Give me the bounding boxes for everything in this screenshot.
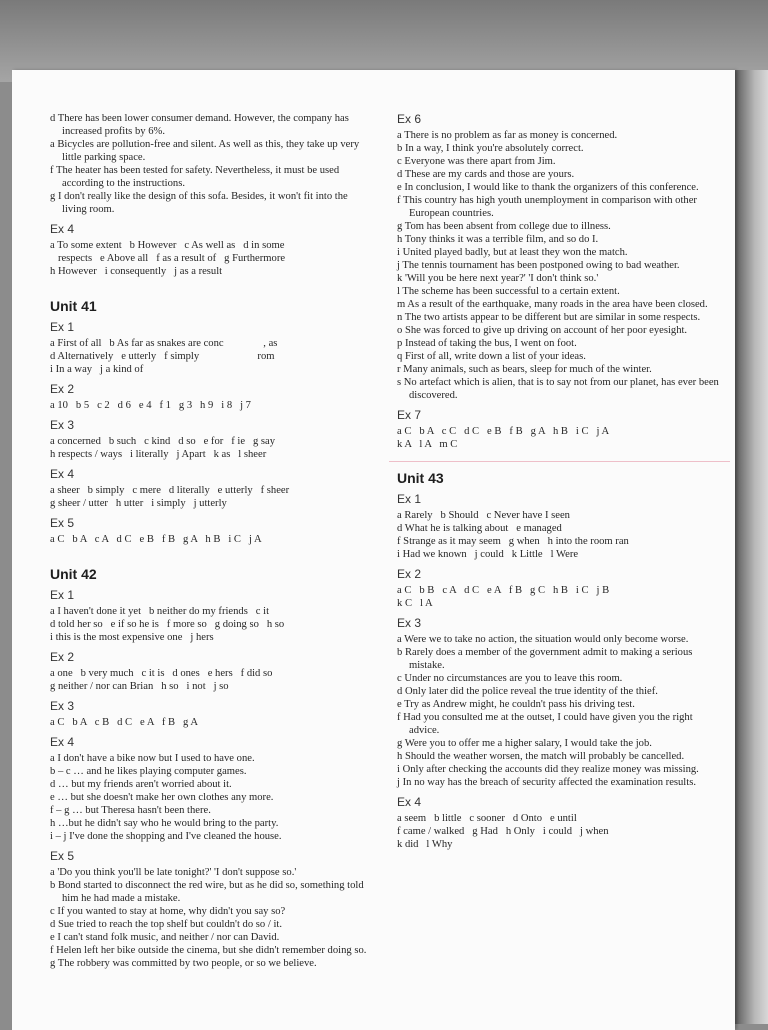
answer-item: f Helen left her bike outside the cinema, but she didn't remember doing so. [50,945,367,956]
right-column [397,112,722,851]
answer-line: i Had we known j could k Little l Were [397,549,579,560]
answer-line: g neither / nor can Brian h so i not j so [50,681,229,692]
answer-item: e … but she doesn't make her own clothes any more. [50,792,274,803]
book-spine-shadow [735,70,768,1024]
answer-item: p Instead of taking the bus, I went on foot. [397,338,577,349]
answer-line: a 10 b 5 c 2 d 6 e 4 f 1 g 3 h 9 i 8 j 7 [50,400,251,411]
unit40-continued [50,112,368,278]
exercise-heading: Ex 3 [50,418,75,432]
answer-item: d Only later did the police reveal the true identity of the thief. [397,686,658,697]
exercise-heading: Ex 5 [50,516,75,530]
exercise-heading: Ex 4 [397,795,422,809]
answer-line: a C b A c A d C e B f B g A h B i C j A [50,534,262,545]
exercise-heading: Ex 3 [397,616,422,630]
answer-item: o She was forced to give up driving on account of her poor eyesight. [397,325,688,336]
answer-line: a seem b little c sooner d Onto e until [397,813,577,824]
answer-item: h Should the weather worsen, the match will probably be cancelled. [397,751,685,762]
answer-line: a C b B c A d C e A f B g C h B i C j B [397,585,610,596]
answer-line: a one b very much c it is d ones e hers f did so [50,668,273,679]
exercise-heading: Ex 5 [50,849,75,863]
answer-item: g Were you to offer me a higher salary, I would take the job. [397,738,652,749]
unit-heading: Unit 42 [50,566,97,582]
exercise-heading: Ex 1 [397,492,422,506]
answer-item: q First of all, write down a list of your ideas. [397,351,586,362]
answer-line: f Strange as it may seem g when h into the room ran [397,536,629,547]
answer-item: n The two artists appear to be different but are similar in some respects. [397,312,701,323]
answer-item: m As a result of the earthquake, many roads in the area have been closed. [397,299,708,310]
answer-item: e In conclusion, I would like to thank the organizers of this conference. [397,182,699,193]
answer-item: b Bond started to disconnect the red wire, but as he did so, something told him he had made a mistake. [50,880,364,904]
answer-item: j In no way has the breach of security affected the examination results. [397,777,696,788]
answer-line: h However i consequently j as a result [50,266,223,277]
answer-item: g I don't really like the design of this sofa. Besides, it won't fit into the living room. [50,191,348,215]
answer-item: f The heater has been tested for safety. Nevertheless, it must be used according to the instructions. [50,165,340,189]
answer-item: c Under no circumstances are you to leave this room. [397,673,623,684]
answer-item: b In a way, I think you're absolutely correct. [397,143,584,154]
answer-item: h …but he didn't say who he would bring to the party. [50,818,279,829]
answer-line: a concerned b such c kind d so e for f ie g say [50,436,276,447]
answer-item: e I can't stand folk music, and neither / nor can David. [50,932,280,943]
answer-item: a I don't have a bike now but I used to have one. [50,753,255,764]
exercise-heading: Ex 7 [397,408,422,422]
answer-line: d Alternatively e utterly f simply rom [50,351,275,362]
answer-line: f came / walked g Had h Only i could j when [397,826,609,837]
answer-item: d There has been lower consumer demand. However, the company has increased profits by 6%. [50,113,349,137]
unit41-ex6-section [397,112,722,451]
answer-line: i this is the most expensive one j hers [50,632,214,643]
answer-line: a C b A c C d C e B f B g A h B i C j A [397,426,610,437]
answer-item: i United played badly, but at least they won the match. [397,247,628,258]
answer-item: b – c … and he likes playing computer games. [50,766,247,777]
answer-line: i In a way j a kind of [50,364,144,375]
answer-item: c Everyone was there apart from Jim. [397,156,556,167]
answer-item: c If you wanted to stay at home, why didn't you say so? [50,906,286,917]
answer-item: l The scheme has been successful to a certain extent. [397,286,620,297]
exercise-heading: Ex 3 [50,699,75,713]
answer-line: a sheer b simply c mere d literally e utterly f sheer [50,485,290,496]
answer-line: h respects / ways i literally j Apart k as l sheer [50,449,267,460]
exercise-heading: Ex 6 [397,112,422,126]
answer-item: r Many animals, such as bears, sleep for much of the winter. [397,364,652,375]
answer-line: k A l A m C [397,439,458,450]
answer-item: d Sue tried to reach the top shelf but couldn't do so / it. [50,919,282,930]
left-column [50,112,368,970]
answer-item: h Tony thinks it was a terrible film, and so do I. [397,234,599,245]
answer-line: a To some extent b However c As well as d in some [50,240,285,251]
answer-item: e Try as Andrew might, he couldn't pass his driving test. [397,699,635,710]
unit-heading: Unit 43 [397,470,444,486]
answer-line: a I haven't done it yet b neither do my friends c it [50,606,270,617]
answer-item: a Bicycles are pollution-free and silent. As well as this, they take up very little parking space. [50,139,360,163]
answer-line: g sheer / utter h utter i simply j utterly [50,498,227,509]
answer-key-page [12,70,735,1030]
unit-42-section [50,566,368,970]
section-divider [389,461,730,462]
answer-item: g The robbery was committed by two people, or so we believe. [50,958,317,969]
answer-line: a First of all b As far as snakes are conc , as [50,338,278,349]
answer-line: a Rarely b Should c Never have I seen [397,510,570,521]
exercise-heading: Ex 2 [397,567,422,581]
answer-item: f This country has high youth unemployment in comparison with other European countries. [397,195,697,219]
exercise-heading: Ex 4 [50,467,75,481]
exercise-heading: Ex 2 [50,382,75,396]
unit-heading: Unit 41 [50,298,97,314]
answer-item: j The tennis tournament has been postponed owing to bad weather. [397,260,680,271]
exercise-heading: Ex 4 [50,735,75,749]
answer-line: k C l A [397,598,433,609]
answer-line: d What he is talking about e managed [397,523,562,534]
answer-item: d These are my cards and those are yours. [397,169,575,180]
unit-43-section [397,470,722,851]
unit-41-section [50,298,368,546]
answer-item: i – j I've done the shopping and I've cleaned the house. [50,831,282,842]
exercise-heading: Ex 2 [50,650,75,664]
answer-line: a C b A c B d C e A f B g A [50,717,199,728]
answer-item: b Rarely does a member of the government admit to making a serious mistake. [397,647,693,671]
exercise-heading: Ex 4 [50,222,75,236]
answer-item: a 'Do you think you'll be late tonight?' 'I don't suppose so.' [50,867,297,878]
answer-line: d told her so e if so he is f more so g doing so h so [50,619,285,630]
answer-item: g Tom has been absent from college due to illness. [397,221,611,232]
answer-item: k 'Will you be here next year?' 'I don't think so.' [397,273,599,284]
answer-item: d … but my friends aren't worried about it. [50,779,232,790]
answer-item: i Only after checking the accounts did they realize money was missing. [397,764,699,775]
answer-line: k did l Why [397,839,453,850]
answer-item: f – g … but Theresa hasn't been there. [50,805,211,816]
answer-item: s No artefact which is alien, that is to say not from our planet, has ever been discovered. [397,377,719,401]
answer-item: a Were we to take no action, the situation would only become worse. [397,634,689,645]
answer-item: a There is no problem as far as money is concerned. [397,130,618,141]
exercise-heading: Ex 1 [50,588,75,602]
answer-line: respects e Above all f as a result of g Furthermore [50,253,286,264]
answer-item: f Had you consulted me at the outset, I could have given you the right advice. [397,712,693,736]
exercise-heading: Ex 1 [50,320,75,334]
